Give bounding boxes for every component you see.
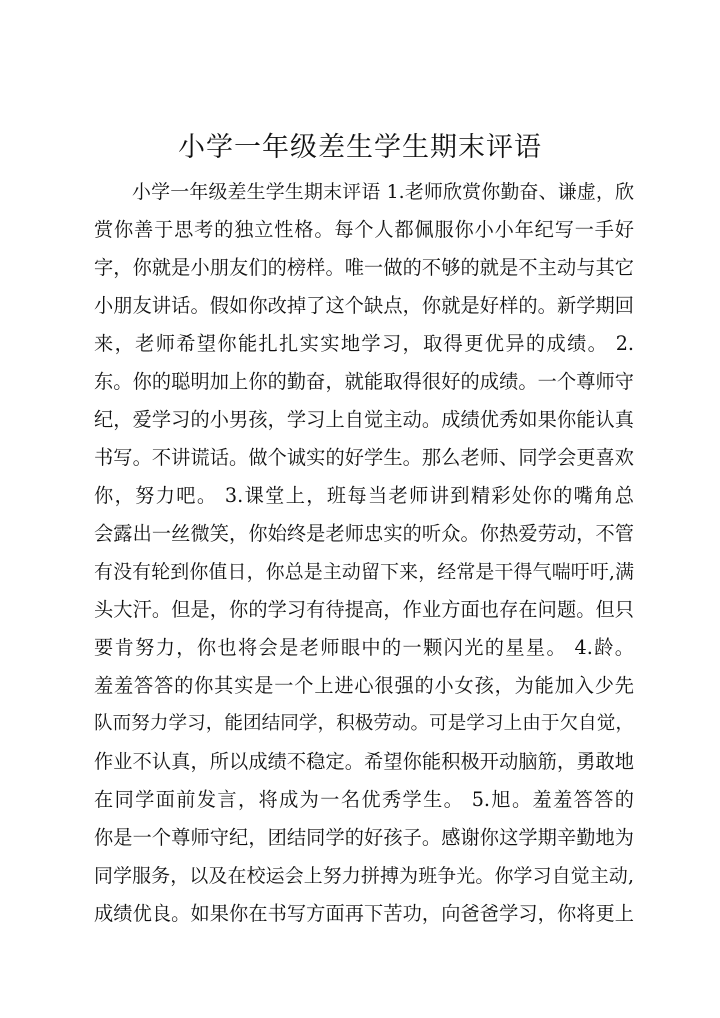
body-line: 纪，爱学习的小男孩，学习上自觉主动。成绩优秀如果你能认真 bbox=[94, 408, 634, 431]
body-line: 你是一个尊师守纪，团结同学的好孩子。感谢你这学期辛勤地为 bbox=[94, 826, 634, 849]
document-body bbox=[94, 173, 634, 933]
body-line: 赏你善于思考的独立性格。每个人都佩服你小小年纪写一手好 bbox=[94, 218, 634, 241]
body-line: 来，老师希望你能扎扎实实地学习，取得更优异的成绩。 2. bbox=[94, 332, 634, 355]
body-line: 队而努力学习，能团结同学，积极劳动。可是学习上由于欠自觉， bbox=[94, 713, 634, 734]
body-line: 小朋友讲话。假如你改掉了这个缺点，你就是好样的。新学期回 bbox=[94, 294, 634, 317]
body-line: 要肯努力，你也将会是老师眼中的一颗闪光的星星。 4.龄。 bbox=[94, 636, 634, 659]
body-line: 作业不认真，所以成绩不稳定。希望你能积极开动脑筋，勇敢地 bbox=[94, 750, 634, 773]
body-line: 同学服务，以及在校运会上努力拼搏为班争光。你学习自觉主动, bbox=[94, 865, 634, 887]
body-line: 在同学面前发言，将成为一名优秀学生。 5.旭。羞羞答答的 bbox=[94, 788, 634, 811]
body-line: 羞羞答答的你其实是一个上进心很强的小女孩，为能加入少先 bbox=[94, 674, 634, 697]
document-title: 小学一年级差生学生期末评语 bbox=[178, 132, 542, 163]
body-line: 头大汗。但是，你的学习有待提高，作业方面也存在问题。但只 bbox=[94, 598, 634, 621]
body-line: 你，努力吧。 3.课堂上，班每当老师讲到精彩处你的嘴角总 bbox=[94, 484, 634, 507]
body-line: 字，你就是小朋友们的榜样。唯一做的不够的就是不主动与其它 bbox=[94, 256, 634, 279]
body-line: 有没有轮到你值日，你总是主动留下来，经常是干得气喘吁吁,满 bbox=[94, 561, 634, 583]
body-line: 书写。不讲谎话。做个诚实的好学生。那么老师、同学会更喜欢 bbox=[94, 446, 634, 469]
body-line: 会露出一丝微笑，你始终是老师忠实的听众。你热爱劳动，不管 bbox=[94, 522, 634, 545]
body-line: 东。你的聪明加上你的勤奋，就能取得很好的成绩。一个尊师守 bbox=[94, 370, 634, 393]
body-line: 成绩优良。如果你在书写方面再下苦功，向爸爸学习，你将更上 bbox=[94, 902, 634, 925]
body-line: 小学一年级差生学生期末评语 1.老师欣赏你勤奋、谦虚，欣 bbox=[132, 181, 634, 203]
